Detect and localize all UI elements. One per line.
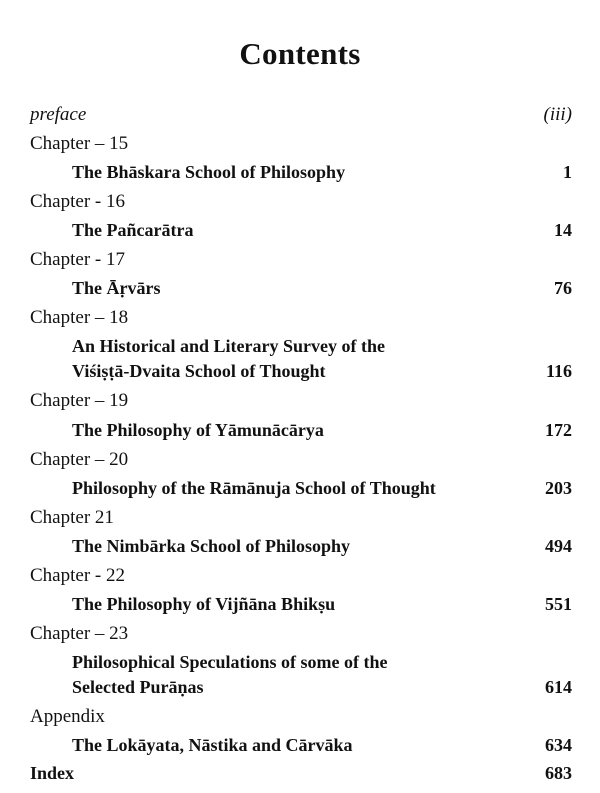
chapter-heading-text: Chapter - 22 <box>30 565 125 586</box>
chapter-heading-text: Chapter 21 <box>30 507 114 528</box>
toc-entry-title: Philosophy of the Rāmānuja School of Thought <box>72 478 436 498</box>
toc-entry-title: The Lokāyata, Nāstika and Cārvāka <box>72 735 353 755</box>
index-row <box>0 763 600 793</box>
appendix-heading <box>0 706 600 736</box>
chapter-heading-16 <box>0 191 600 221</box>
toc-entry-15 <box>0 162 600 192</box>
toc-entry-17 <box>0 278 600 308</box>
chapter-heading-21 <box>0 507 600 537</box>
toc-entry-title: The Bhāskara School of Philosophy <box>72 162 346 182</box>
toc-entry-title: The Philosophy of Vijñāna Bhikṣu <box>72 594 336 614</box>
toc-entry-title-line1: Philosophical Speculations of some of the <box>72 652 388 672</box>
chapter-heading-20 <box>0 449 600 479</box>
chapter-heading-text: Chapter – 20 <box>30 449 129 470</box>
toc-entry-title-line2: Selected Purāṇas <box>72 677 204 697</box>
toc-entry-page: 551 <box>545 594 572 614</box>
appendix-heading-text: Appendix <box>30 706 105 727</box>
preface-label: preface <box>30 104 87 125</box>
toc-entry-page: 172 <box>545 420 572 440</box>
preface-row <box>0 104 600 134</box>
toc-entry-title: The Philosophy of Yāmunācārya <box>72 420 324 440</box>
toc-entry-22 <box>0 594 600 624</box>
preface-page: (iii) <box>543 104 572 125</box>
chapter-heading-22 <box>0 565 600 595</box>
toc-entry-page: 494 <box>545 536 572 556</box>
toc-entry-page: 116 <box>545 361 572 381</box>
toc-entry-page: 14 <box>554 220 572 240</box>
toc-entry-page: 614 <box>545 677 572 697</box>
toc-entry-page: 634 <box>545 735 572 755</box>
page-title: Contents <box>239 36 361 71</box>
chapter-heading-text: Chapter – 15 <box>30 133 129 154</box>
toc-entry-20 <box>0 478 600 508</box>
toc-entry-16 <box>0 220 600 250</box>
chapter-heading-text: Chapter – 18 <box>30 307 129 328</box>
chapter-heading-18 <box>0 307 600 337</box>
chapter-heading-text: Chapter – 19 <box>30 390 129 411</box>
chapter-heading-text: Chapter - 16 <box>30 191 125 212</box>
toc-entry-page: 76 <box>554 278 572 298</box>
toc-entry-23-line2 <box>0 677 600 707</box>
toc-entry-21 <box>0 536 600 566</box>
toc-entry-page: 203 <box>545 478 572 498</box>
toc-entry-18-line2 <box>0 361 600 391</box>
toc-entry-19 <box>0 420 600 450</box>
chapter-heading-text: Chapter – 23 <box>30 623 129 644</box>
chapter-heading-17 <box>0 249 600 279</box>
index-label: Index <box>30 763 75 783</box>
toc-entry-title: The Nimbārka School of Philosophy <box>72 536 351 556</box>
toc-entry-title: The Āṛvārs <box>72 278 161 298</box>
toc-entry-title-line1: An Historical and Literary Survey of the <box>72 336 385 356</box>
chapter-heading-23 <box>0 623 600 653</box>
toc-entry-page: 1 <box>563 162 572 182</box>
index-page: 683 <box>545 763 572 783</box>
chapter-heading-15 <box>0 133 600 163</box>
toc-entry-appendix <box>0 735 600 765</box>
toc-entry-title: The Pañcarātra <box>72 220 194 240</box>
chapter-heading-19 <box>0 390 600 420</box>
toc-entry-title-line2: Viśiṣṭā-Dvaita School of Thought <box>72 361 326 381</box>
chapter-heading-text: Chapter - 17 <box>30 249 125 270</box>
